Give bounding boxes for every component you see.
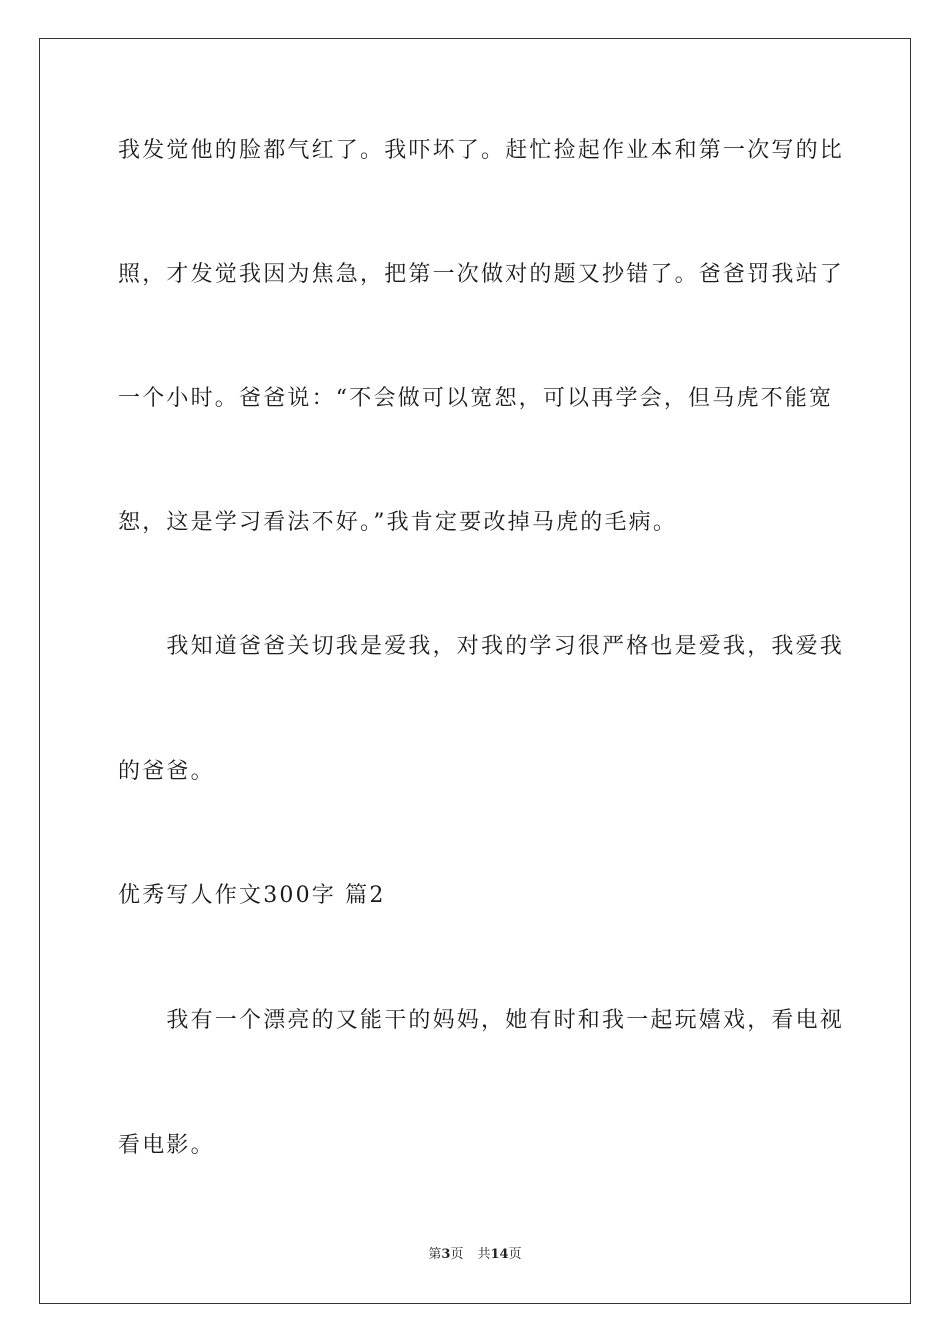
total-suffix: 页: [508, 1247, 522, 1262]
body-line-1: 我发觉他的脸都气红了。我吓坏了。赶忙捡起作业本和第一次写的比: [118, 138, 845, 163]
total-prefix: 共: [477, 1247, 491, 1262]
body-line-7: 我有一个漂亮的又能干的妈妈，她有时和我一起玩嬉戏，看电视: [118, 1008, 845, 1033]
body-line-6: 的爸爸。: [118, 759, 215, 784]
body-line-3: 一个小时。爸爸说：“不会做可以宽恕，可以再学会，但马虎不能宽: [118, 386, 834, 411]
page-footer: [0, 1246, 950, 1264]
page-number: 3: [441, 1247, 451, 1262]
page-prefix: 第: [428, 1247, 442, 1262]
section-heading: 优秀写人作文300字 篇2: [118, 883, 386, 908]
body-line-8: 看电影。: [118, 1133, 215, 1158]
body-line-2: 照，才发觉我因为焦急，把第一次做对的题又抄错了。爸爸罚我站了: [118, 262, 845, 287]
page-suffix: 页: [450, 1247, 464, 1262]
page-frame: [39, 38, 911, 1304]
body-line-5: 我知道爸爸关切我是爱我，对我的学习很严格也是爱我，我爱我: [118, 634, 845, 659]
body-line-4: 恕，这是学习看法不好。”我肯定要改掉马虎的毛病。: [118, 510, 678, 535]
total-pages: 14: [490, 1247, 509, 1262]
